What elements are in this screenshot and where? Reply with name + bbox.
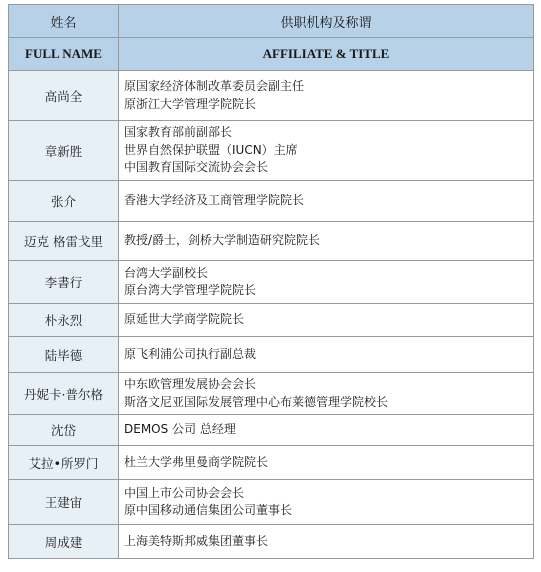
affiliation-line: 教授/爵士，剑桥大学制造研究院院长: [124, 233, 321, 248]
affiliation-line: 原飞利浦公司执行副总裁: [124, 346, 257, 361]
affiliation-line: 杜兰大学弗里曼商学院院长: [124, 454, 269, 469]
table-row: [9, 480, 534, 525]
affiliate-column-header-en: AFFILIATE & TITLE: [119, 38, 534, 71]
affiliation-line: 中国上市公司协会会长: [124, 485, 245, 500]
table-row: [9, 373, 534, 415]
header-row-english: [9, 38, 534, 71]
affiliation-cell: [119, 373, 534, 415]
person-name: 沈岱: [9, 415, 119, 446]
affiliation-line: 国家教育部前副部长: [124, 125, 233, 140]
person-name: 高尚全: [9, 71, 119, 121]
page-bottom-margin: [0, 564, 541, 572]
table-row: [9, 415, 534, 446]
roster-table-container: [8, 4, 533, 559]
table-row: [9, 222, 534, 261]
table-row: [9, 121, 534, 181]
affiliation-line: 原浙江大学管理学院院长: [124, 96, 257, 111]
person-name: 艾拉•所罗门: [9, 446, 119, 480]
affiliation-line: 原国家经济体制改革委员会副主任: [124, 79, 305, 93]
table-row: [9, 446, 534, 480]
affiliate-column-header-zh: 供职机构及称谓: [119, 5, 534, 38]
table-row: [9, 337, 534, 373]
affiliation-line: 世界自然保护联盟（IUCN）主席: [124, 142, 298, 157]
affiliation-line: 原延世大学商学院院长: [124, 312, 245, 327]
table-row: [9, 304, 534, 337]
header-row-chinese: [9, 5, 534, 38]
roster-table: [8, 4, 534, 559]
name-column-header-zh: 姓名: [9, 5, 119, 38]
affiliation-cell: [119, 71, 534, 121]
person-name: 李書行: [9, 261, 119, 304]
affiliation-line: DEMOS 公司 总经理: [124, 422, 236, 437]
affiliation-line: 香港大学经济及工商管理学院院长: [124, 193, 305, 208]
affiliation-cell: [119, 525, 534, 559]
affiliation-cell: [119, 181, 534, 222]
person-name: 王建宙: [9, 480, 119, 525]
person-name: 章新胜: [9, 121, 119, 181]
person-name: 迈克 格雷戈里: [9, 222, 119, 261]
table-row: [9, 181, 534, 222]
affiliation-cell: [119, 222, 534, 261]
affiliation-line: 中东欧管理发展协会会长: [124, 377, 257, 391]
affiliation-cell: [119, 337, 534, 373]
person-name: 丹妮卡·普尔格: [9, 373, 119, 415]
affiliation-line: 原台湾大学管理学院院长: [124, 283, 257, 297]
affiliation-cell: [119, 261, 534, 304]
affiliation-cell: [119, 415, 534, 446]
affiliation-cell: [119, 446, 534, 480]
affiliation-cell: [119, 121, 534, 181]
affiliation-line: 斯洛文尼亚国际发展管理中心布莱德管理学院校长: [124, 394, 389, 409]
affiliation-line: 中国教育国际交流协会会长: [124, 160, 269, 175]
name-column-header-en: FULL NAME: [9, 38, 119, 71]
table-row: [9, 71, 534, 121]
table-row: [9, 525, 534, 559]
person-name: 朴永烈: [9, 304, 119, 337]
affiliation-cell: [119, 304, 534, 337]
affiliation-line: 台湾大学副校长: [124, 265, 209, 280]
person-name: 张介: [9, 181, 119, 222]
affiliation-line: 上海美特斯邦威集团董事长: [124, 533, 269, 548]
affiliation-cell: [119, 480, 534, 525]
person-name: 周成建: [9, 525, 119, 559]
affiliation-line: 原中国移动通信集团公司董事长: [124, 503, 293, 517]
table-row: [9, 261, 534, 304]
person-name: 陆毕德: [9, 337, 119, 373]
